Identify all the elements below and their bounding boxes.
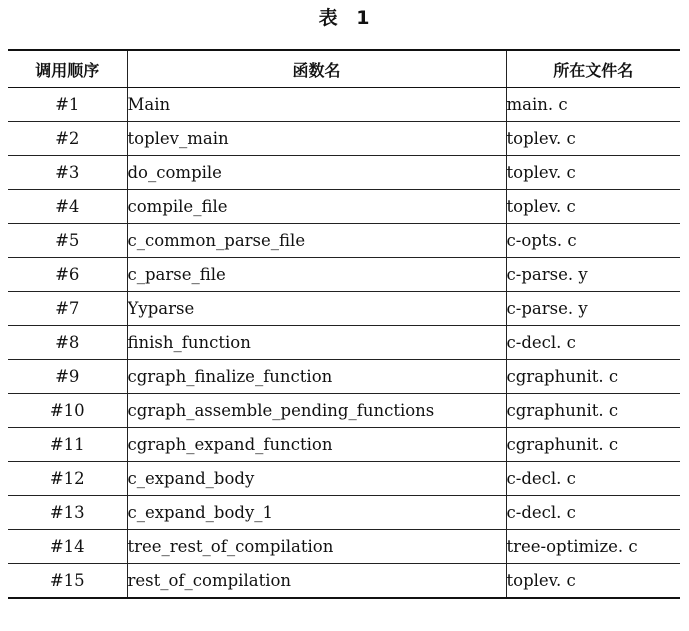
function-name-cell: c_parse_file [127, 258, 506, 292]
file-name-cell: cgraphunit. c [506, 360, 680, 394]
order-cell: #3 [8, 156, 127, 190]
order-cell: #6 [8, 258, 127, 292]
order-cell: #7 [8, 292, 127, 326]
function-name-cell: Main [127, 88, 506, 122]
function-name-cell: cgraph_assemble_pending_functions [127, 394, 506, 428]
file-name-cell: c-parse. y [506, 258, 680, 292]
table-row [8, 530, 680, 564]
function-name-cell: c_expand_body [127, 462, 506, 496]
table-row [8, 564, 680, 599]
column-header-function: 函数名 [127, 50, 506, 88]
call-order-table [8, 49, 680, 599]
table-caption: 表 1 [318, 7, 371, 29]
order-cell: #15 [8, 564, 127, 599]
file-name-cell: c-opts. c [506, 224, 680, 258]
order-cell: #13 [8, 496, 127, 530]
column-header-file: 所在文件名 [506, 50, 680, 88]
table-row [8, 258, 680, 292]
file-name-cell: c-decl. c [506, 496, 680, 530]
table-row [8, 122, 680, 156]
order-cell: #12 [8, 462, 127, 496]
file-name-cell: c-parse. y [506, 292, 680, 326]
table-body [8, 88, 680, 599]
file-name-cell: toplev. c [506, 564, 680, 599]
order-cell: #11 [8, 428, 127, 462]
order-cell: #5 [8, 224, 127, 258]
file-name-cell: c-decl. c [506, 462, 680, 496]
function-name-cell: toplev_main [127, 122, 506, 156]
file-name-cell: c-decl. c [506, 326, 680, 360]
file-name-cell: toplev. c [506, 156, 680, 190]
function-name-cell: Yyparse [127, 292, 506, 326]
table-row [8, 394, 680, 428]
table-row [8, 156, 680, 190]
table-row [8, 88, 680, 122]
order-cell: #9 [8, 360, 127, 394]
function-name-cell: c_expand_body_1 [127, 496, 506, 530]
order-cell: #10 [8, 394, 127, 428]
table-row [8, 462, 680, 496]
function-name-cell: cgraph_finalize_function [127, 360, 506, 394]
function-name-cell: finish_function [127, 326, 506, 360]
function-name-cell: cgraph_expand_function [127, 428, 506, 462]
table-header-row [8, 50, 680, 88]
order-cell: #4 [8, 190, 127, 224]
function-name-cell: tree_rest_of_compilation [127, 530, 506, 564]
file-name-cell: toplev. c [506, 190, 680, 224]
order-cell: #8 [8, 326, 127, 360]
order-cell: #2 [8, 122, 127, 156]
order-cell: #14 [8, 530, 127, 564]
table-row [8, 496, 680, 530]
file-name-cell: cgraphunit. c [506, 428, 680, 462]
function-name-cell: do_compile [127, 156, 506, 190]
order-cell: #1 [8, 88, 127, 122]
file-name-cell: tree-optimize. c [506, 530, 680, 564]
table-row [8, 360, 680, 394]
file-name-cell: toplev. c [506, 122, 680, 156]
function-name-cell: compile_file [127, 190, 506, 224]
column-header-order: 调用顺序 [8, 50, 127, 88]
table-row [8, 326, 680, 360]
table-row [8, 190, 680, 224]
function-name-cell: rest_of_compilation [127, 564, 506, 599]
table-row [8, 428, 680, 462]
table-row [8, 224, 680, 258]
function-name-cell: c_common_parse_file [127, 224, 506, 258]
file-name-cell: main. c [506, 88, 680, 122]
table-row [8, 292, 680, 326]
file-name-cell: cgraphunit. c [506, 394, 680, 428]
